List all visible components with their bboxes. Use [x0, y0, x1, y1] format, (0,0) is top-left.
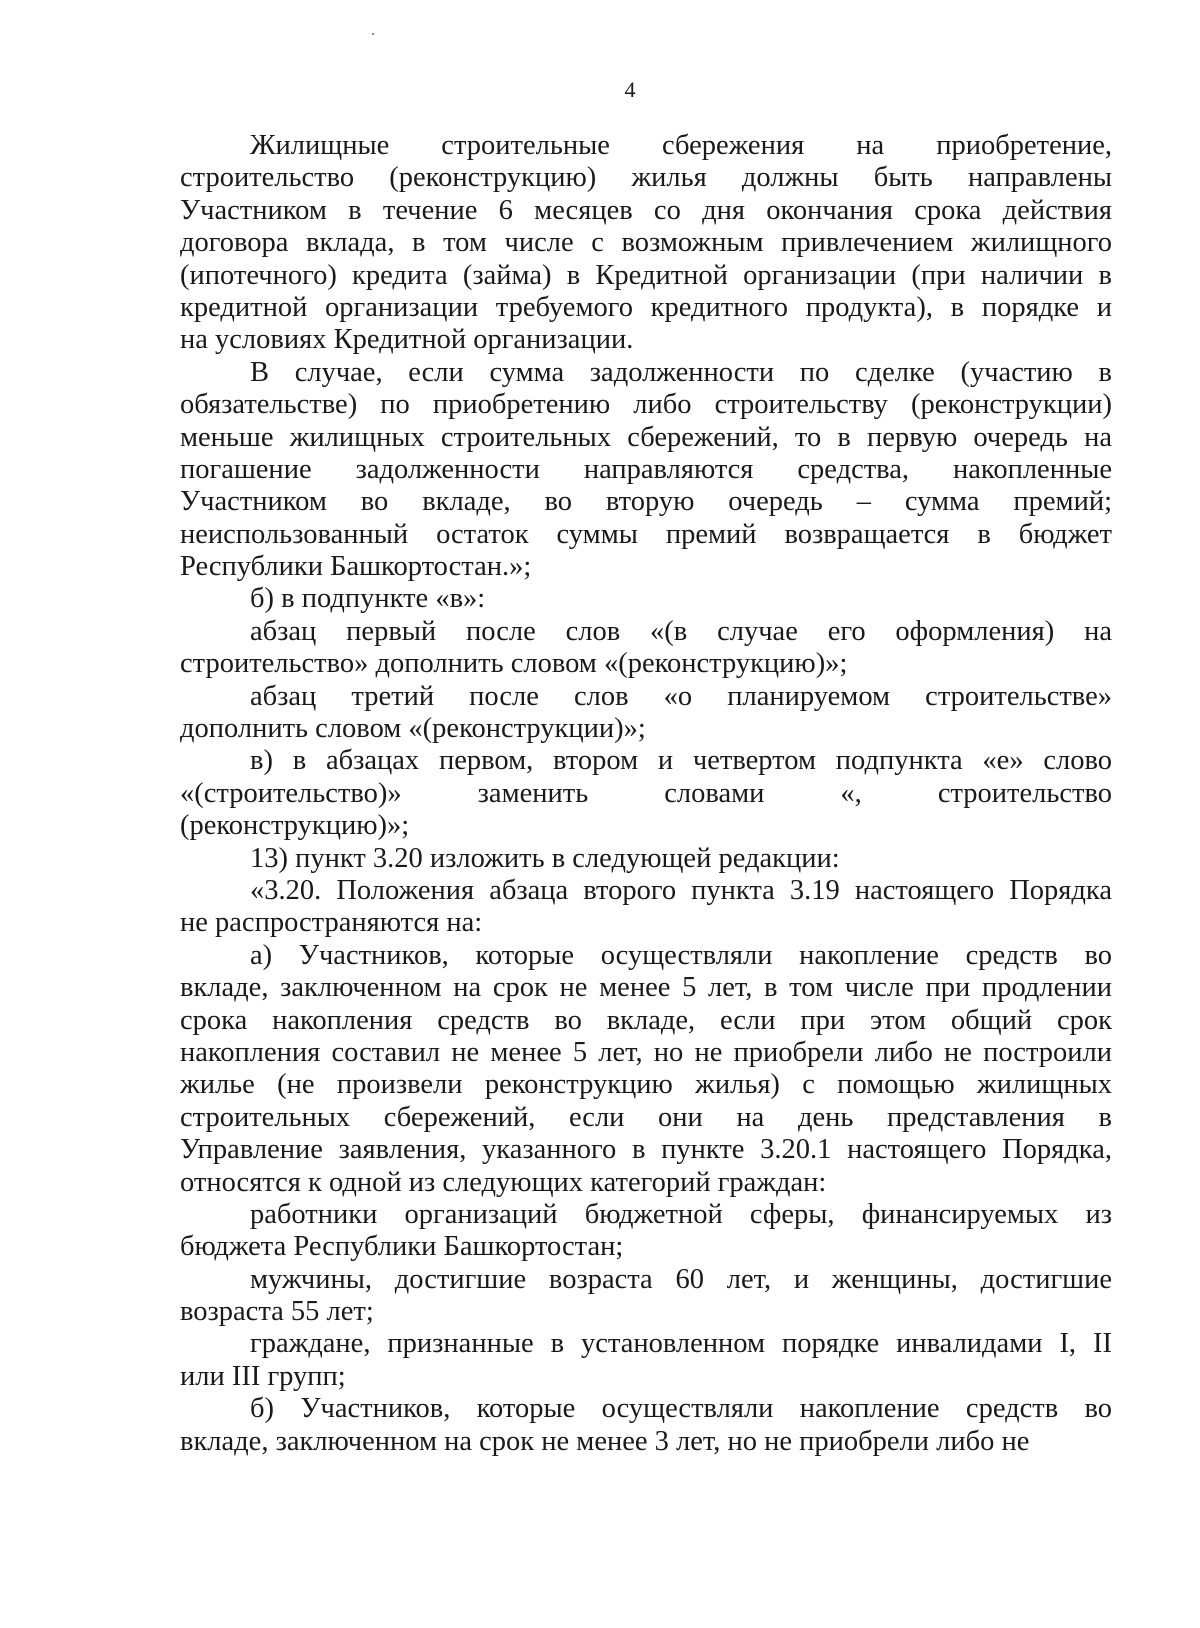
text-line: вкладе, заключенном на срок не менее 5 лет, в том числе при продлении — [180, 972, 1112, 1004]
text-line: б) Участников, которые осуществляли накопление средств во — [250, 1393, 1112, 1425]
text-line: Участником во вкладе, во вторую очередь – сумма премий; — [180, 486, 1112, 518]
paragraph — [180, 357, 1112, 584]
paragraph — [180, 1199, 1112, 1264]
paragraph — [180, 940, 1112, 1199]
paragraph — [180, 1264, 1112, 1329]
paragraph — [180, 745, 1112, 842]
text-line: абзац первый после слов «(в случае его оформления) на — [250, 615, 1112, 647]
scan-speck — [372, 33, 374, 35]
text-line: строительство» дополнить словом «(реконструкцию)»; — [180, 648, 848, 680]
paragraph — [180, 616, 1112, 681]
text-line: Участником в течение 6 месяцев со дня окончания срока действия — [180, 194, 1112, 226]
paragraph — [180, 681, 1112, 746]
text-line: в) в абзацах первом, втором и четвертом подпункта «е» слово — [250, 745, 1112, 777]
paragraph — [180, 843, 1112, 875]
paragraph — [180, 1328, 1112, 1393]
document-body — [180, 130, 1112, 1458]
text-line: договора вклада, в том числе с возможным привлечением жилищного — [180, 227, 1112, 259]
text-line: б) в подпункте «в»: — [250, 583, 486, 615]
text-line: работники организаций бюджетной сферы, финансируемых из — [250, 1198, 1112, 1230]
text-line: «(строительство)» заменить словами «, строительство — [180, 777, 1112, 809]
text-line: Жилищные строительные сбережения на приобретение, — [250, 130, 1112, 161]
text-line: а) Участников, которые осуществляли накопление средств во — [250, 939, 1112, 971]
text-line: срока накопления средств во вкладе, если при этом общий срок — [180, 1004, 1112, 1036]
text-line: «3.20. Положения абзаца второго пункта 3.19 настоящего Порядка — [250, 874, 1112, 906]
text-line: на условиях Кредитной организации. — [180, 324, 634, 356]
text-line: бюджета Республики Башкортостан; — [180, 1231, 624, 1263]
text-line: (реконструкцию)»; — [180, 810, 410, 842]
paragraph — [180, 1393, 1112, 1458]
text-line: неиспользованный остаток суммы премий возвращается в бюджет — [180, 518, 1112, 550]
text-line: В случае, если сумма задолженности по сделке (участию в — [250, 356, 1112, 388]
text-line: накопления составил не менее 5 лет, но не приобрели либо не построили — [180, 1036, 1112, 1068]
page-number: 4 — [624, 77, 636, 102]
text-line: 13) пункт 3.20 изложить в следующей редакции: — [250, 842, 840, 874]
text-line: абзац третий после слов «о планируемом строительстве» — [250, 680, 1112, 712]
paragraph — [180, 583, 1112, 615]
text-line: кредитной организации требуемого кредитного продукта), в порядке и — [180, 291, 1112, 323]
text-line: жилье (не произвели реконструкцию жилья) с помощью жилищных — [180, 1069, 1112, 1101]
text-line: возраста 55 лет; — [180, 1296, 374, 1328]
text-line: погашение задолженности направляются средства, накопленные — [180, 453, 1112, 485]
text-line: меньше жилищных строительных сбережений, то в первую очередь на — [180, 421, 1112, 453]
paragraph — [180, 130, 1112, 357]
text-line: строительных сбережений, если они на день представления в — [180, 1101, 1112, 1133]
text-line: не распространяются на: — [180, 907, 483, 939]
text-line: относятся к одной из следующих категорий граждан: — [180, 1166, 827, 1198]
paragraph — [180, 875, 1112, 940]
text-line: вкладе, заключенном на срок не менее 3 лет, но не приобрели либо не — [180, 1425, 1030, 1457]
text-line: дополнить словом «(реконструкции)»; — [180, 713, 646, 745]
text-line: Управление заявления, указанного в пункте 3.20.1 настоящего Порядка, — [180, 1134, 1112, 1166]
text-line: мужчины, достигшие возраста 60 лет, и женщины, достигшие — [250, 1263, 1112, 1295]
text-line: граждане, признанные в установленном порядке инвалидами I, II — [250, 1328, 1112, 1360]
text-line: обязательстве) по приобретению либо строительству (реконструкции) — [180, 389, 1112, 421]
text-line: (ипотечного) кредита (займа) в Кредитной организации (при наличии в — [180, 259, 1112, 291]
text-line: Республики Башкортостан.»; — [180, 551, 532, 583]
text-line: или III групп; — [180, 1360, 346, 1392]
text-line: строительство (реконструкцию) жилья должны быть направлены — [180, 162, 1112, 194]
